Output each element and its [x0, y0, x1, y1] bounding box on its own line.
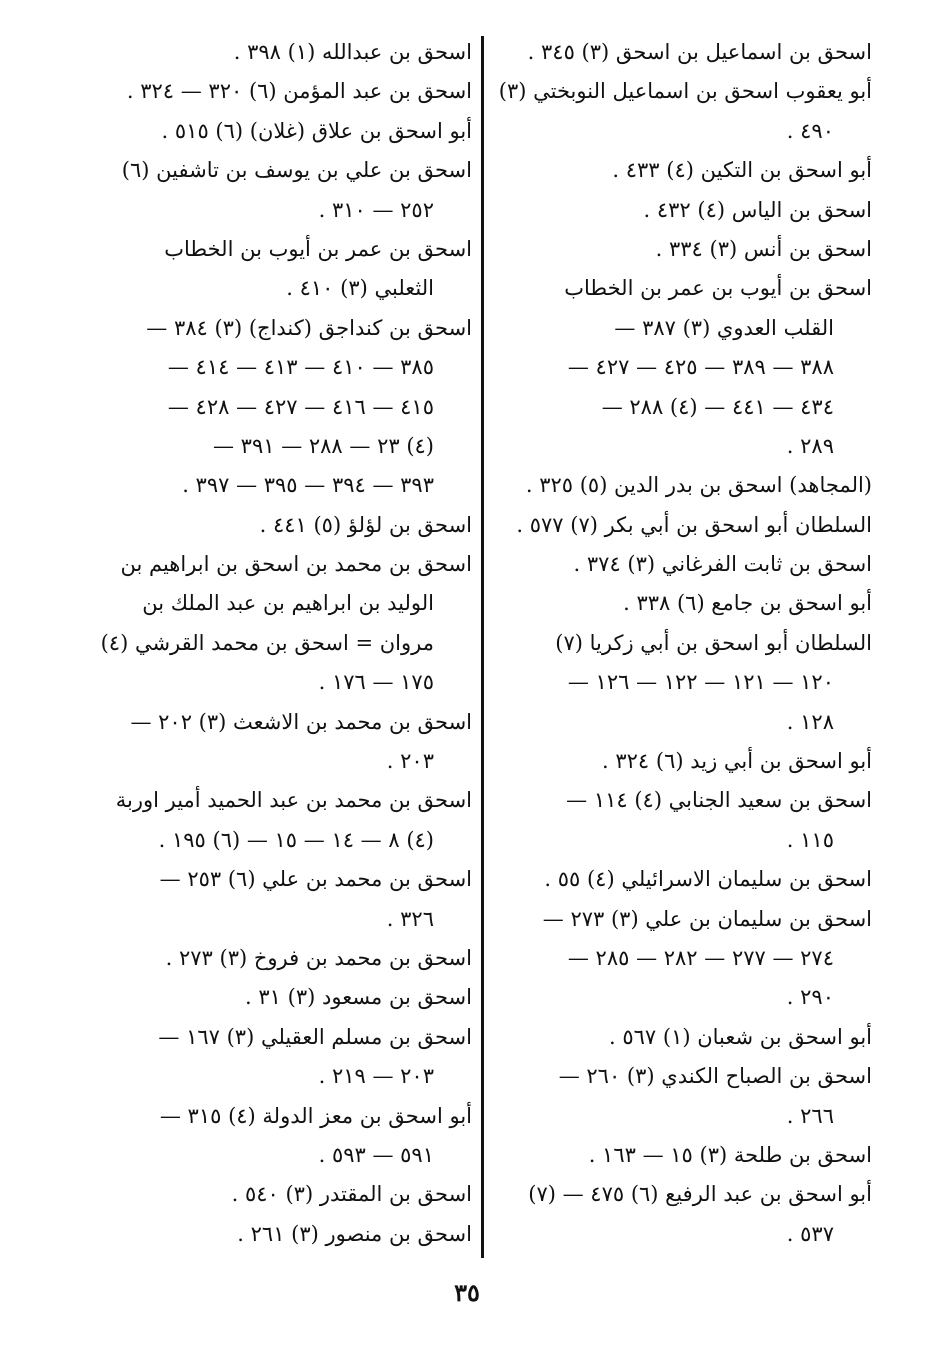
index-entry-line: اسحق بن الصباح الكندي (٣) ٢٦٠ —: [558, 1064, 872, 1089]
index-entry-line: ٢٠٣ — ٢١٩ .: [318, 1064, 434, 1089]
index-entry-line: اسحق بن الياس (٤) ٤٣٢ .: [643, 197, 872, 222]
index-entry-line: اسحق بن اسماعيل بن اسحق (٣) ٣٤٥ .: [527, 40, 872, 64]
index-entry-line: اسحق بن لؤلؤ (٥) ٤٤١ .: [259, 512, 472, 537]
index-entry-line: اسحق بن ثابت الفرغاني (٣) ٣٧٤ .: [573, 552, 872, 577]
index-entry-line: اسحق بن محمد بن علي (٦) ٢٥٣ —: [159, 867, 472, 892]
index-entry-line: ٥٩١ — ٥٩٣ .: [318, 1142, 434, 1167]
index-entry-line: ١٢٠ — ١٢١ — ١٢٢ — ١٢٦ —: [567, 670, 834, 695]
index-entry-line: ٢٩٠ .: [786, 985, 834, 1010]
column-divider: [481, 36, 484, 1258]
index-entry-line: اسحق بن سليمان بن علي (٣) ٢٧٣ —: [542, 906, 872, 931]
page-number: ٣٥: [454, 1278, 480, 1307]
index-entry-line: ٣٢٦ .: [386, 906, 434, 931]
index-entry-line: ٣٨٥ — ٤١٠ — ٤١٣ — ٤١٤ —: [167, 355, 434, 380]
index-entry-line: أبو اسحق بن علاق (غلان) (٦) ٥١٥ .: [161, 118, 472, 143]
index-entry-line: (٤) ٢٣ — ٢٨٨ — ٣٩١ —: [212, 433, 434, 458]
index-entry-line: الوليد بن ابراهيم بن عبد الملك بن: [142, 591, 434, 616]
index-entry-line: السلطان أبو اسحق بن أبي زكريا (٧): [555, 630, 872, 655]
index-entry-line: ٥٣٧ .: [786, 1221, 834, 1246]
index-entry-line: اسحق بن علي بن يوسف بن تاشفين (٦): [121, 158, 472, 183]
index-entry-line: اسحق بن أنس (٣) ٣٣٤ .: [655, 236, 872, 261]
index-entry-line: أبو اسحق بن التكين (٤) ٤٣٣ .: [612, 158, 872, 183]
index-entry-line: ١٧٥ — ١٧٦ .: [318, 670, 434, 695]
index-entry-line: أبو اسحق بن أبي زيد (٦) ٣٢٤ .: [602, 749, 872, 774]
index-column-left: [100, 33, 472, 1254]
index-entry-line: ٢٦٦ .: [786, 1103, 834, 1128]
index-entry-line: ٢٥٢ — ٣١٠ .: [318, 197, 434, 222]
index-entry-line: اسحق بن محمد بن الاشعث (٣) ٢٠٢ —: [130, 709, 472, 734]
index-entry-line: ٤١٥ — ٤١٦ — ٤٢٧ — ٤٢٨ —: [167, 394, 434, 419]
index-entry-line: مروان = اسحق بن محمد القرشي (٤): [100, 630, 434, 655]
index-entry-line: أبو يعقوب اسحق بن اسماعيل النوبختي (٣): [498, 79, 872, 104]
index-entry-line: ٤٩٠ .: [786, 118, 834, 143]
index-entry-line: اسحق بن سعيد الجنابي (٤) ١١٤ —: [566, 788, 872, 813]
index-entry-line: اسحق بن كنداجق (كنداج) (٣) ٣٨٤ —: [146, 315, 472, 340]
index-entry-line: اسحق بن محمد بن اسحق بن ابراهيم بن: [120, 552, 472, 577]
index-entry-line: اسحق بن محمد بن عبد الحميد أمير اوربة: [115, 788, 472, 813]
index-entry-line: اسحق بن محمد بن فروخ (٣) ٢٧٣ .: [165, 945, 472, 970]
index-entry-line: أبو اسحق بن جامع (٦) ٣٣٨ .: [623, 591, 872, 616]
index-entry-line: أبو اسحق بن معز الدولة (٤) ٣١٥ —: [159, 1103, 472, 1128]
index-entry-line: ٣٩٣ — ٣٩٤ — ٣٩٥ — ٣٩٧ .: [182, 473, 434, 498]
index-entry-line: اسحق بن مسعود (٣) ٣١ .: [245, 985, 472, 1010]
index-entry-line: ٢٠٣ .: [386, 749, 434, 774]
index-entry-line: الثعلبي (٣) ٤١٠ .: [286, 276, 434, 301]
index-entry-line: اسحق بن عمر بن أيوب بن الخطاب: [164, 236, 472, 261]
index-column-right: [492, 33, 872, 1254]
index-entry-line: ٢٧٤ — ٢٧٧ — ٢٨٢ — ٢٨٥ —: [567, 945, 834, 970]
index-entry-line: أبو اسحق بن شعبان (١) ٥٦٧ .: [609, 1024, 872, 1049]
index-entry-line: اسحق بن المقتدر (٣) ٥٤٠ .: [231, 1182, 472, 1207]
index-entry-line: (٤) ٨ — ١٤ — ١٥ — (٦) ١٩٥ .: [158, 827, 434, 852]
index-entry-line: أبو اسحق بن عبد الرفيع (٦) ٤٧٥ — (٧): [528, 1182, 872, 1207]
index-entry-line: ٢٨٩ .: [786, 433, 834, 458]
index-entry-line: اسحق بن عبد المؤمن (٦) ٣٢٠ — ٣٢٤ .: [126, 79, 472, 104]
index-entry-line: السلطان أبو اسحق بن أبي بكر (٧) ٥٧٧ .: [516, 512, 872, 537]
index-entry-line: اسحق بن مسلم العقيلي (٣) ١٦٧ —: [158, 1024, 472, 1049]
index-entry-line: ٣٨٨ — ٣٨٩ — ٤٢٥ — ٤٢٧ —: [567, 355, 834, 380]
index-entry-line: اسحق بن طلحة (٣) ١٥ — ١٦٣ .: [588, 1142, 872, 1167]
index-entry-line: ٤٣٤ — ٤٤١ — (٤) ٢٨٨ —: [601, 394, 834, 419]
index-entry-line: (المجاهد) اسحق بن بدر الدين (٥) ٣٢٥ .: [525, 473, 872, 498]
index-entry-line: اسحق بن سليمان الاسرائيلي (٤) ٥٥ .: [544, 867, 872, 892]
index-entry-line: القلب العدوي (٣) ٣٨٧ —: [614, 315, 834, 340]
index-entry-line: ١١٥ .: [786, 827, 834, 852]
index-entry-line: اسحق بن أيوب بن عمر بن الخطاب: [564, 276, 872, 301]
index-entry-line: اسحق بن عبدالله (١) ٣٩٨ .: [233, 40, 472, 64]
index-entry-line: اسحق بن منصور (٣) ٢٦١ .: [237, 1221, 472, 1246]
index-entry-line: ١٢٨ .: [786, 709, 834, 734]
